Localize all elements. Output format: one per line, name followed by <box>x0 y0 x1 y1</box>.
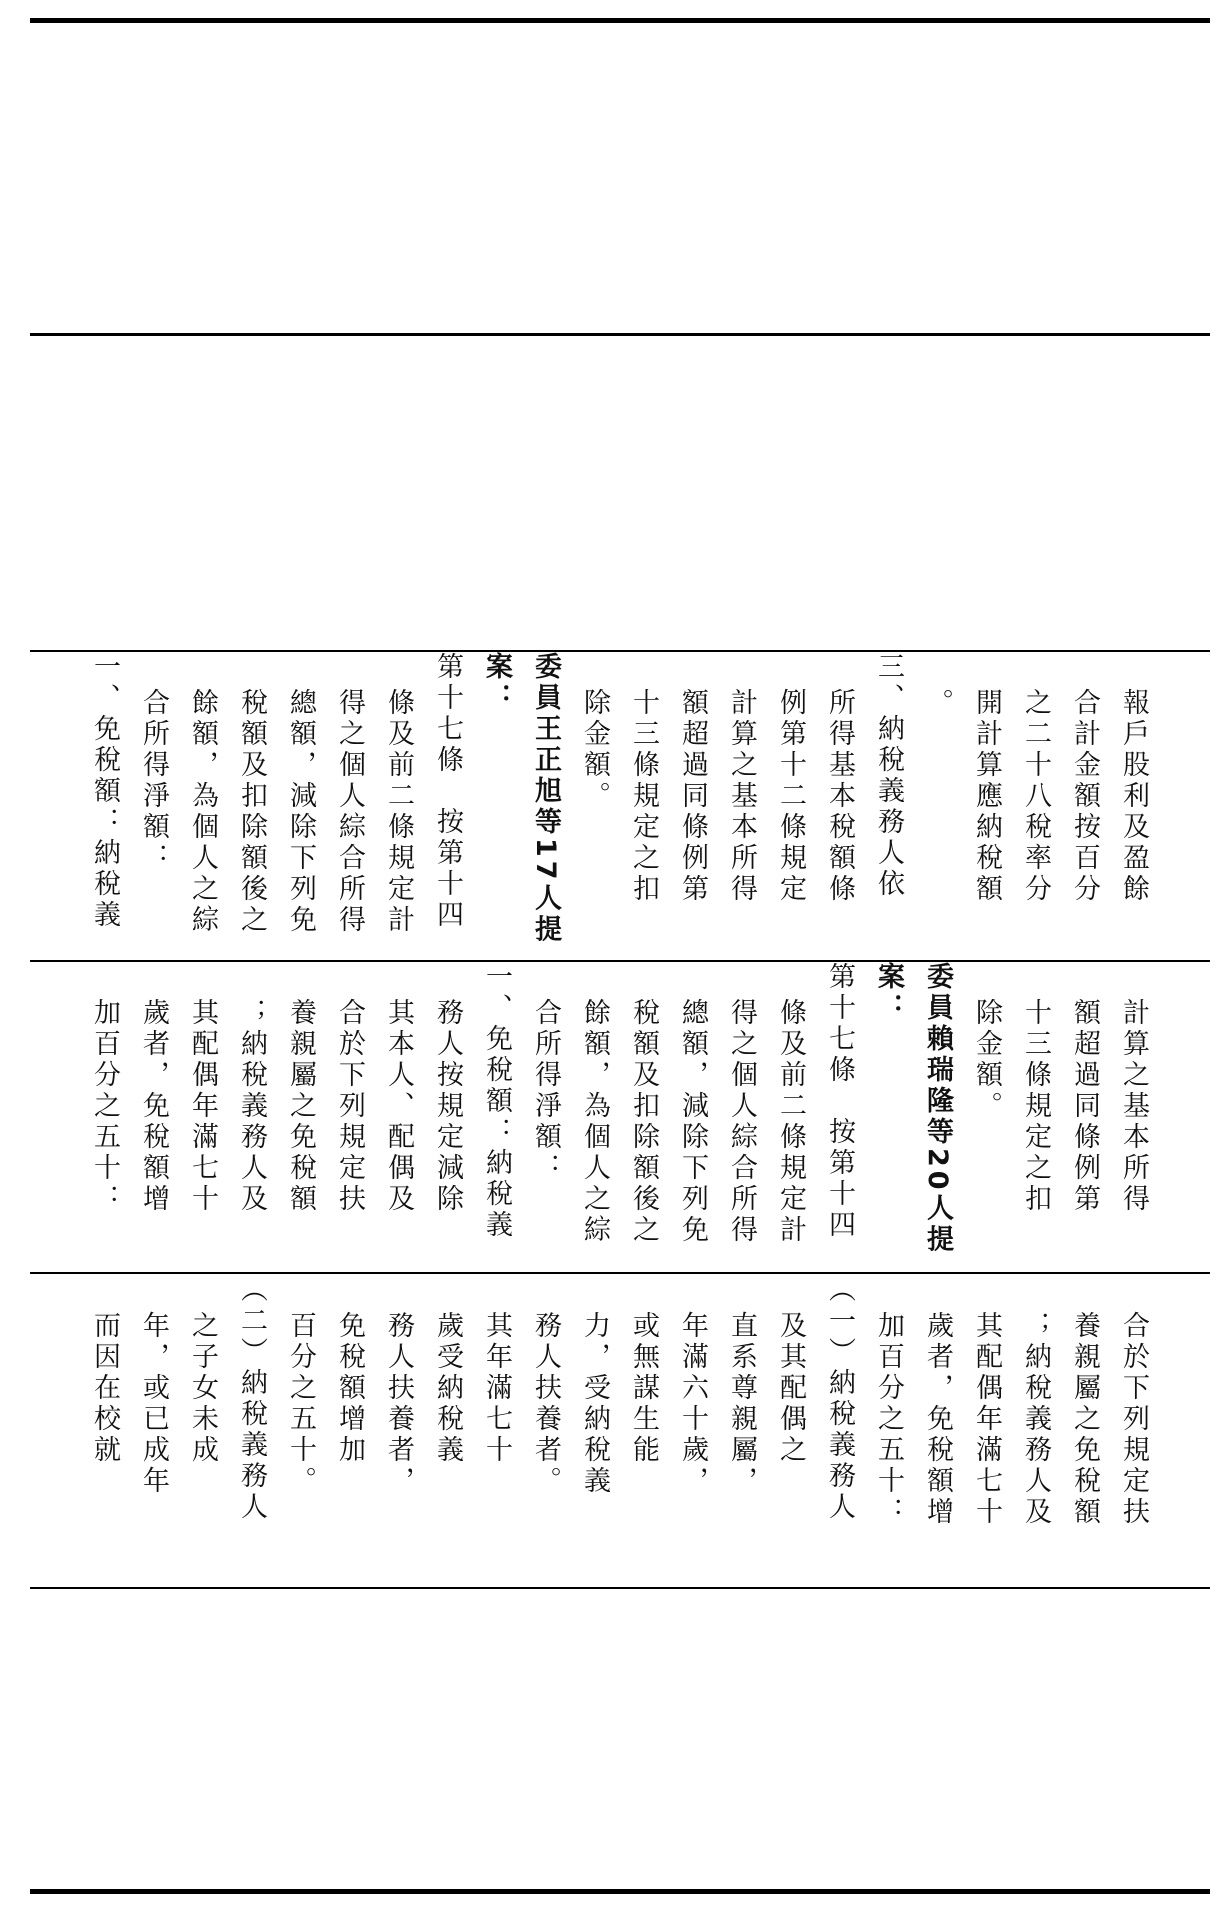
text-line: 除金額。 <box>579 688 610 812</box>
text-line: 歲者，免稅額增 <box>138 998 169 1215</box>
text-line: 條及前二條規定計 <box>383 688 414 936</box>
text-line: ；納稅義務人及 <box>236 998 267 1215</box>
text-line: 其配偶年滿七十 <box>187 998 218 1215</box>
text-line: 三、納稅義務人依 <box>873 652 904 900</box>
text-line: 養親屬之免稅額 <box>285 998 316 1215</box>
text-line: 委員王正旭等17人提 <box>530 652 561 946</box>
text-line: 十三條規定之扣 <box>628 688 659 905</box>
text-block-1 <box>0 652 1180 960</box>
text-line: （一）納稅義務人 <box>824 1275 855 1523</box>
text-line: 計算之基本所得 <box>726 688 757 905</box>
text-line: 合所得淨額： <box>138 688 169 874</box>
text-line: 。 <box>922 688 953 719</box>
text-block-3 <box>0 1275 1180 1585</box>
text-line: 得之個人綜合所得 <box>334 688 365 936</box>
row-rule-mid <box>30 960 1210 962</box>
text-line: 除金額。 <box>971 998 1002 1122</box>
text-line: 而因在校就 <box>89 1311 120 1466</box>
text-line: 額超過同條例第 <box>677 688 708 905</box>
text-line: 年滿六十歲， <box>677 1311 708 1497</box>
text-line: 委員賴瑞隆等20人提 <box>922 962 953 1256</box>
text-line: 合於下列規定扶 <box>334 998 365 1215</box>
text-line: 十三條規定之扣 <box>1020 998 1051 1215</box>
text-line: 計算之基本所得 <box>1118 998 1149 1215</box>
text-line: 務人按規定減除 <box>432 998 463 1215</box>
text-line: 額超過同條例第 <box>1069 998 1100 1215</box>
text-line: 及其配偶之 <box>775 1311 806 1466</box>
text-line: 其本人、配偶及 <box>383 998 414 1215</box>
text-line: 年，或已成年 <box>138 1311 169 1497</box>
text-line: 例第十二條規定 <box>775 688 806 905</box>
bottom-rule <box>30 1889 1210 1894</box>
text-line: 餘額，為個人之綜 <box>187 688 218 936</box>
text-line: 其年滿七十 <box>481 1311 512 1466</box>
text-line: 其配偶年滿七十 <box>971 1311 1002 1528</box>
text-line: 一、免稅額：納稅義 <box>89 652 120 931</box>
row-rule-2 <box>30 1587 1210 1589</box>
text-line: 務人扶養者， <box>383 1311 414 1497</box>
text-line: 歲受納稅義 <box>432 1311 463 1466</box>
text-line: ；納稅義務人及 <box>1020 1311 1051 1528</box>
text-line: （二）納稅義務人 <box>236 1275 267 1523</box>
text-line: 總額，減除下列免 <box>285 688 316 936</box>
text-line: 得之個人綜合所得 <box>726 998 757 1246</box>
text-line: 力，受納稅義 <box>579 1311 610 1497</box>
text-line: 開計算應納稅額 <box>971 688 1002 905</box>
text-line: 百分之五十。 <box>285 1311 316 1497</box>
text-line: 餘額，為個人之綜 <box>579 998 610 1246</box>
text-line: 歲者，免稅額增 <box>922 1311 953 1528</box>
text-line: 報戶股利及盈餘 <box>1118 688 1149 905</box>
text-line: 養親屬之免稅額 <box>1069 1311 1100 1528</box>
text-line: 總額，減除下列免 <box>677 998 708 1246</box>
text-line: 案： <box>873 962 904 1024</box>
text-line: 之二十八稅率分 <box>1020 688 1051 905</box>
text-line: 案： <box>481 652 512 714</box>
text-block-2 <box>0 962 1180 1270</box>
text-line: 第十七條 按第十四 <box>432 652 463 931</box>
text-line: 合所得淨額： <box>530 998 561 1184</box>
text-line: 稅額及扣除額後之 <box>628 998 659 1246</box>
text-line: 免稅額增加 <box>334 1311 365 1466</box>
text-line: 所得基本稅額條 <box>824 688 855 905</box>
top-rule <box>30 18 1210 23</box>
text-line: 合於下列規定扶 <box>1118 1311 1149 1528</box>
text-line: 稅額及扣除額後之 <box>236 688 267 936</box>
text-line: 第十七條 按第十四 <box>824 962 855 1241</box>
text-line: 務人扶養者。 <box>530 1311 561 1497</box>
row-rule-1 <box>30 1272 1210 1274</box>
text-line: 加百分之五十： <box>89 998 120 1215</box>
text-line: 一、免稅額：納稅義 <box>481 962 512 1241</box>
text-line: 加百分之五十： <box>873 1311 904 1528</box>
text-line: 直系尊親屬， <box>726 1311 757 1497</box>
text-line: 或無謀生能 <box>628 1311 659 1466</box>
section-rule-1 <box>30 333 1210 336</box>
text-line: 合計金額按百分 <box>1069 688 1100 905</box>
text-line: 之子女未成 <box>187 1311 218 1466</box>
text-line: 條及前二條規定計 <box>775 998 806 1246</box>
